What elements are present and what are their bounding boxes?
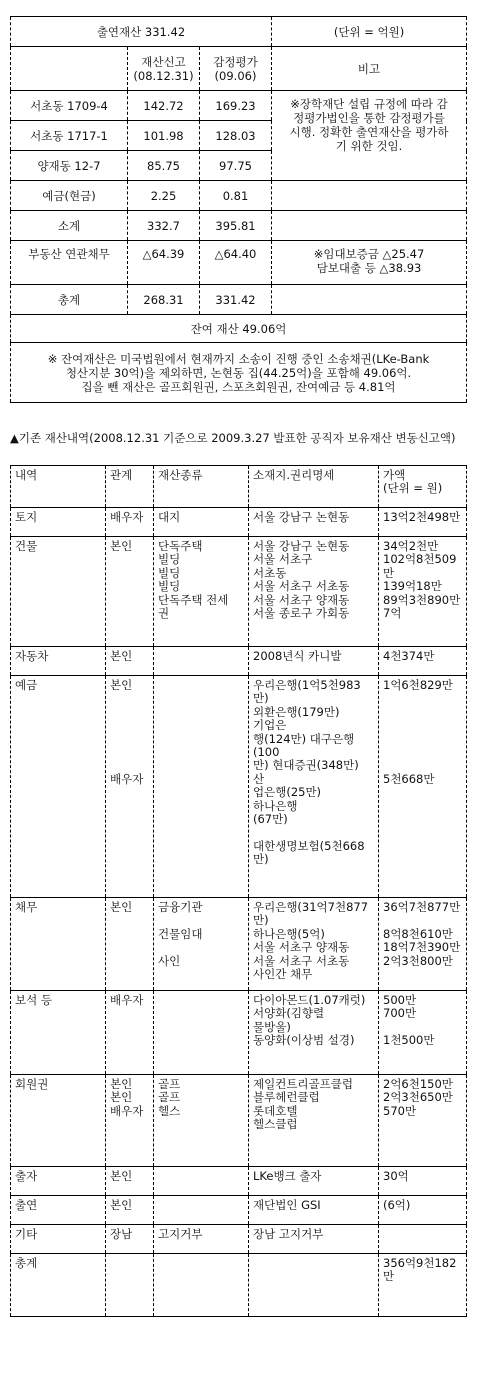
asset-item: 출자 [11,1167,106,1196]
asset-location: 우리은행(31억7천877 만) 하나은행(5억) 서울 서초구 양재동 서울 서초구 서초동 사인간 채무 [249,898,379,991]
unit-note: (단위 = 억원) [272,17,467,47]
asset-value: 1억6천829만 5천668만 [379,676,467,898]
asset-value: 500만 700만 1천500만 [379,991,467,1075]
header-relation: 관계 [106,466,154,508]
report-value: 268.31 [128,285,200,315]
asset-item: 예금 [11,676,106,898]
asset-type: 단독주택 빌딩 빌딩 빌딩 단독주택 전세 권 [154,537,249,647]
table-row [11,1167,467,1196]
asset-location: 서울 강남구 논현동 [249,508,379,537]
row-label: 소계 [11,211,128,241]
appraisal-value: 395.81 [200,211,272,241]
appraisal-value: 0.81 [200,181,272,211]
asset-item: 총계 [11,1254,106,1317]
asset-item: 보석 등 [11,991,106,1075]
col-header-appraisal: 감정평가 (09.06) [200,47,272,91]
asset-location: 장남 고지거부 [249,1225,379,1254]
table-row [11,1254,467,1317]
asset-item: 건물 [11,537,106,647]
asset-location: LKe뱅크 출자 [249,1167,379,1196]
asset-location: 우리은행(1억5천983 만) 외환은행(179만) 기업은 행(124만) 대구은행 (100 만) 현대증권(348만) 산 업은행(25만) 하나은행 (67만) 대한생명보험(5천668 만) [249,676,379,898]
asset-relation: 본인 [106,647,154,676]
table-row [11,537,467,647]
row-label: 예금(현금) [11,181,128,211]
header-item: 내역 [11,466,106,508]
appraisal-value: 331.42 [200,285,272,315]
appraisal-value: 97.75 [200,151,272,181]
row-label: 서초동 1709-4 [11,91,128,121]
asset-value: 4천374만 [379,647,467,676]
asset-type [154,1196,249,1225]
asset-type: 대지 [154,508,249,537]
asset-type: 고지거부 [154,1225,249,1254]
asset-relation [106,1254,154,1317]
asset-relation: 본인 [106,1167,154,1196]
asset-header-row [11,466,467,508]
asset-location: 서울 강남구 논현동 서울 서초구 서초동 서울 서초구 서초동 서울 서초구 양재동 서울 종로구 가회동 [249,537,379,647]
empty-remark [272,285,467,315]
report-value: 101.98 [128,121,200,151]
asset-type [154,1254,249,1317]
asset-location: 제일컨트리골프클럽 블루헤런클럽 롯데호텔 헬스클럽 [249,1075,379,1167]
asset-location [249,1254,379,1317]
asset-value: 356억9천182 만 [379,1254,467,1317]
asset-location: 재단법인 GSI [249,1196,379,1225]
asset-value: (6억) [379,1196,467,1225]
asset-item: 기타 [11,1225,106,1254]
asset-relation: 본인 [106,1196,154,1225]
asset-list-heading: ▲기존 재산내역(2008.12.31 기준으로 2009.3.27 발표한 공직자 보유재산 변동신고액) [10,431,456,445]
table-row [11,647,467,676]
asset-type [154,1167,249,1196]
appraisal-value: 128.03 [200,121,272,151]
asset-value: 34억2천만 102억8천509 만 139억18만 89억3천890만 7억 [379,537,467,647]
header-type: 재산종류 [154,466,249,508]
endowment-summary-table [10,16,467,403]
header-value: 가액 (단위 = 원) [379,466,467,508]
report-value: △64.39 [128,241,200,285]
report-value: 85.75 [128,151,200,181]
summary-title: 출연재산 331.42 [11,17,272,47]
appraisal-remark: ※장학재단 설립 규정에 따라 감 정평가법인을 통한 감정평가를 시행. 정확한 출연재산을 평가하 기 위한 것임. [272,91,467,181]
row-label: 양재동 12-7 [11,151,128,181]
asset-item: 채무 [11,898,106,991]
asset-item: 회원권 [11,1075,106,1167]
col-header-remarks: 비고 [272,47,467,91]
col-header-report: 재산신고 (08.12.31) [128,47,200,91]
report-value: 2.25 [128,181,200,211]
asset-relation: 본인 [106,898,154,991]
residual-assets: 잔여 재산 49.06억 [11,315,467,343]
empty-remark [272,211,467,241]
asset-type [154,647,249,676]
row-label: 총계 [11,285,128,315]
debt-remark: ※임대보증금 △25.47 담보대출 등 △38.93 [272,241,467,285]
asset-type [154,991,249,1075]
asset-details-table [10,465,467,1317]
asset-relation: 본인 본인 배우자 [106,1075,154,1167]
footnote: ※ 잔여재산은 미국법원에서 현재까지 소송이 진행 중인 소송채권(LKe-Bank 청산지분 30억)을 제외하면, 논현동 집(44.25억)을 포함해 49.06억. 집을 뺀 재산은 골프회원권, 스포츠회원권, 잔여예금 등 4.81억 [11,343,467,403]
table-row [11,508,467,537]
table-row [11,898,467,991]
asset-location: 다이아몬드(1.07캐럿) 서양화(김향렬 물방울) 동양화(이상범 설경) [249,991,379,1075]
appraisal-value: △64.40 [200,241,272,285]
asset-relation: 본인 [106,537,154,647]
asset-relation: 본인 배우자 [106,676,154,898]
asset-item: 출연 [11,1196,106,1225]
appraisal-value: 169.23 [200,91,272,121]
table-row [11,1196,467,1225]
header-location: 소재지.권리명세 [249,466,379,508]
asset-value: 2억6천150만 2억3천650만 570만 [379,1075,467,1167]
asset-value: 13억2천498만 [379,508,467,537]
asset-relation: 배우자 [106,991,154,1075]
table-row [11,1225,467,1254]
asset-value: 36억7천877만 8억8천610만 18억7천390만 2억3천800만 [379,898,467,991]
report-value: 142.72 [128,91,200,121]
asset-value: 30억 [379,1167,467,1196]
asset-item: 자동차 [11,647,106,676]
asset-value [379,1225,467,1254]
report-value: 332.7 [128,211,200,241]
summary-header-blank [11,47,128,91]
row-label: 부동산 연관채무 [11,241,128,285]
table-row [11,1075,467,1167]
row-label: 서초동 1717-1 [11,121,128,151]
asset-relation: 배우자 [106,508,154,537]
asset-type: 골프 골프 헬스 [154,1075,249,1167]
table-row [11,991,467,1075]
asset-type: 금융기관 건물임대 사인 [154,898,249,991]
asset-location: 2008년식 카니발 [249,647,379,676]
asset-relation: 장남 [106,1225,154,1254]
asset-type [154,676,249,898]
empty-remark [272,181,467,211]
asset-item: 토지 [11,508,106,537]
table-row [11,676,467,898]
